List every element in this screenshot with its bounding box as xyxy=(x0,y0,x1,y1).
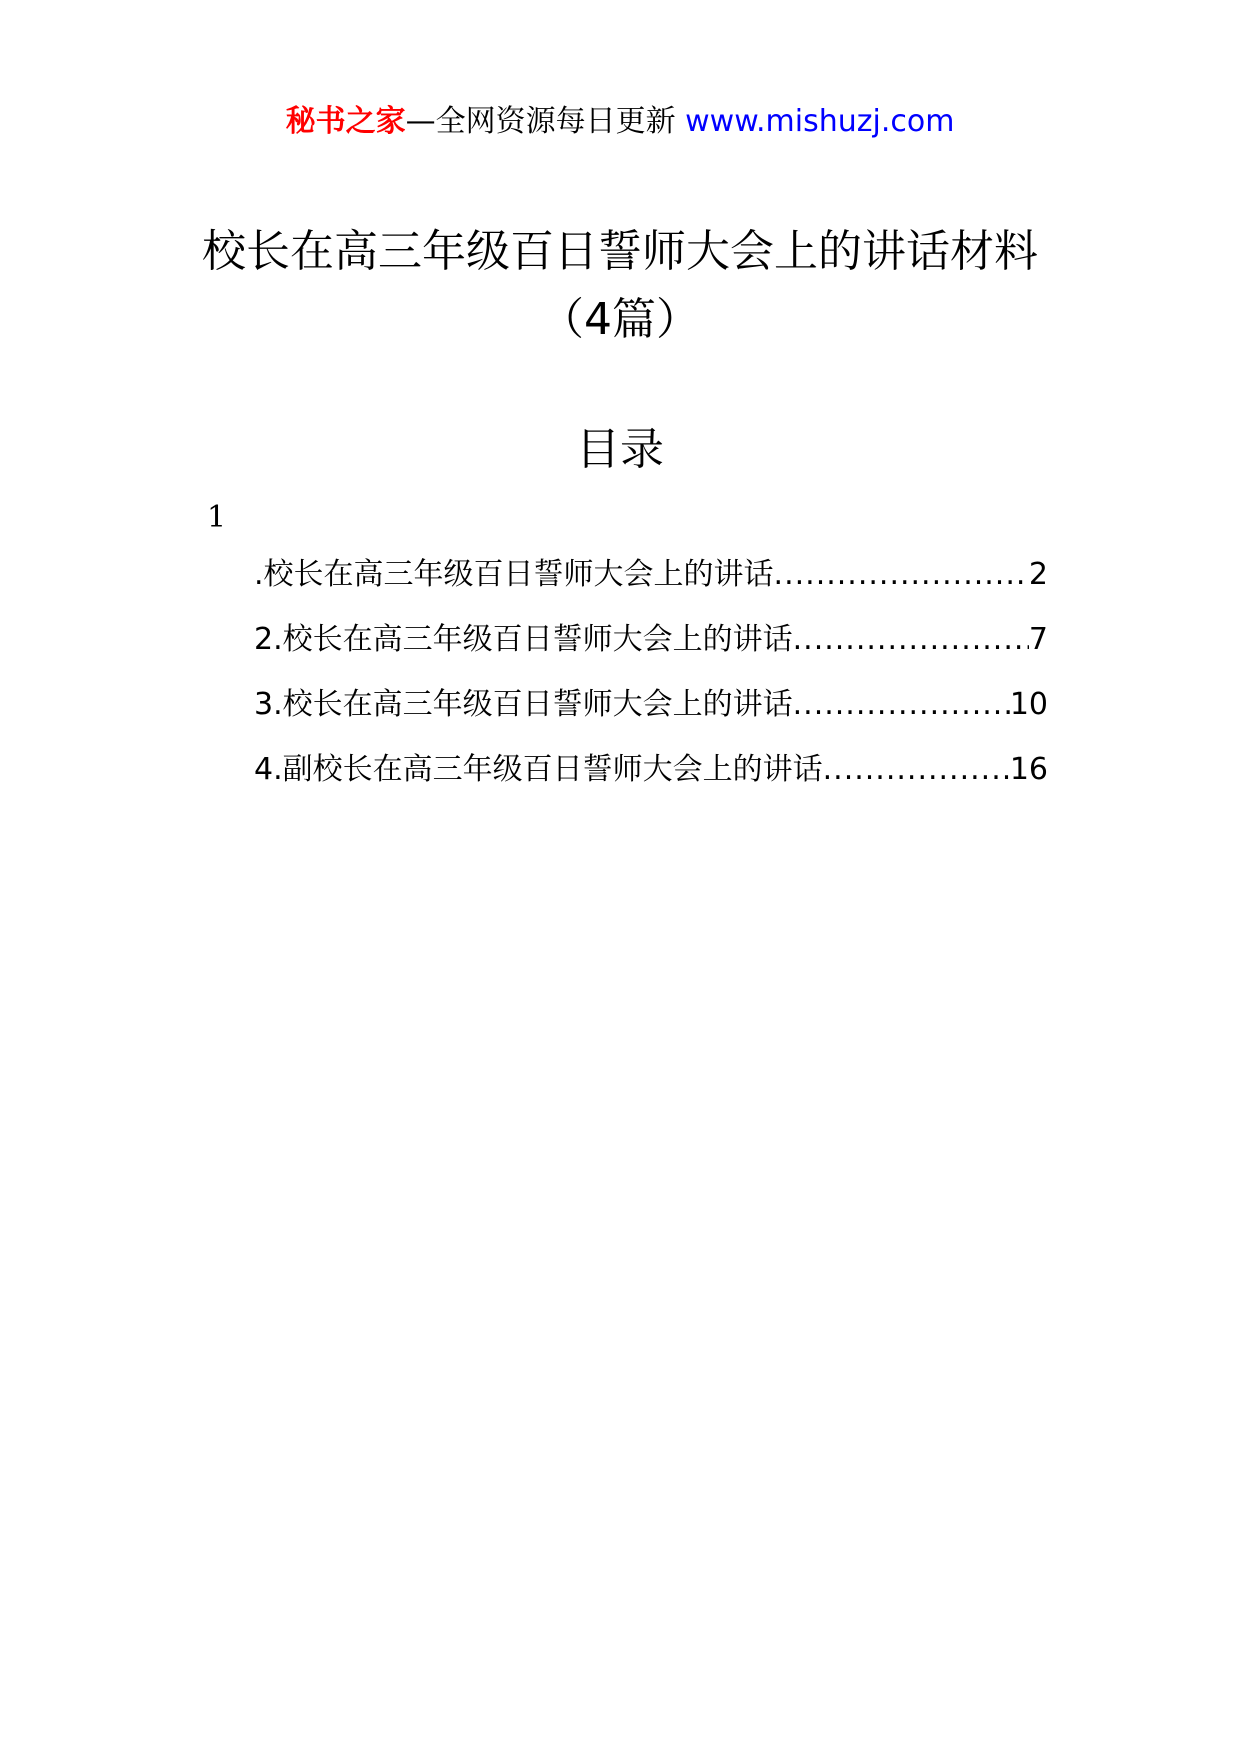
toc-leader-dots xyxy=(823,750,1010,790)
toc-entry[interactable] xyxy=(254,685,1048,750)
toc-entry[interactable] xyxy=(254,555,1048,620)
toc-entry-page: 7 xyxy=(1028,622,1048,657)
site-slogan: —全网资源每日更新 xyxy=(405,104,686,139)
toc-entry-page: 2 xyxy=(1028,557,1048,592)
toc-entry-label: 3.校长在高三年级百日誓师大会上的讲话 xyxy=(254,687,793,722)
site-url-link[interactable]: www.mishuzj.com xyxy=(685,104,955,139)
toc-entry-page: 10 xyxy=(1009,687,1048,722)
toc-entry[interactable] xyxy=(254,750,1048,815)
document-title: 校长在高三年级百日誓师大会上的讲话材料 xyxy=(202,226,1038,277)
site-brand: 秘书之家 xyxy=(285,104,406,139)
toc-leader-dots xyxy=(774,555,1029,595)
toc-leader-dots xyxy=(793,620,1029,660)
toc-entry-label: .校长在高三年级百日誓师大会上的讲话 xyxy=(254,557,774,592)
toc-stray-number: 1 xyxy=(207,500,227,535)
toc-entry[interactable] xyxy=(254,620,1048,685)
site-header xyxy=(0,102,1240,142)
table-of-contents xyxy=(254,555,1048,815)
toc-leader-dots xyxy=(793,685,1010,725)
toc-entry-label: 4.副校长在高三年级百日誓师大会上的讲话 xyxy=(254,752,823,787)
document-subtitle: （4篇） xyxy=(540,294,700,345)
toc-entry-page: 16 xyxy=(1009,752,1048,787)
toc-entry-label: 2.校长在高三年级百日誓师大会上的讲话 xyxy=(254,622,793,657)
toc-heading: 目录 xyxy=(576,424,664,475)
